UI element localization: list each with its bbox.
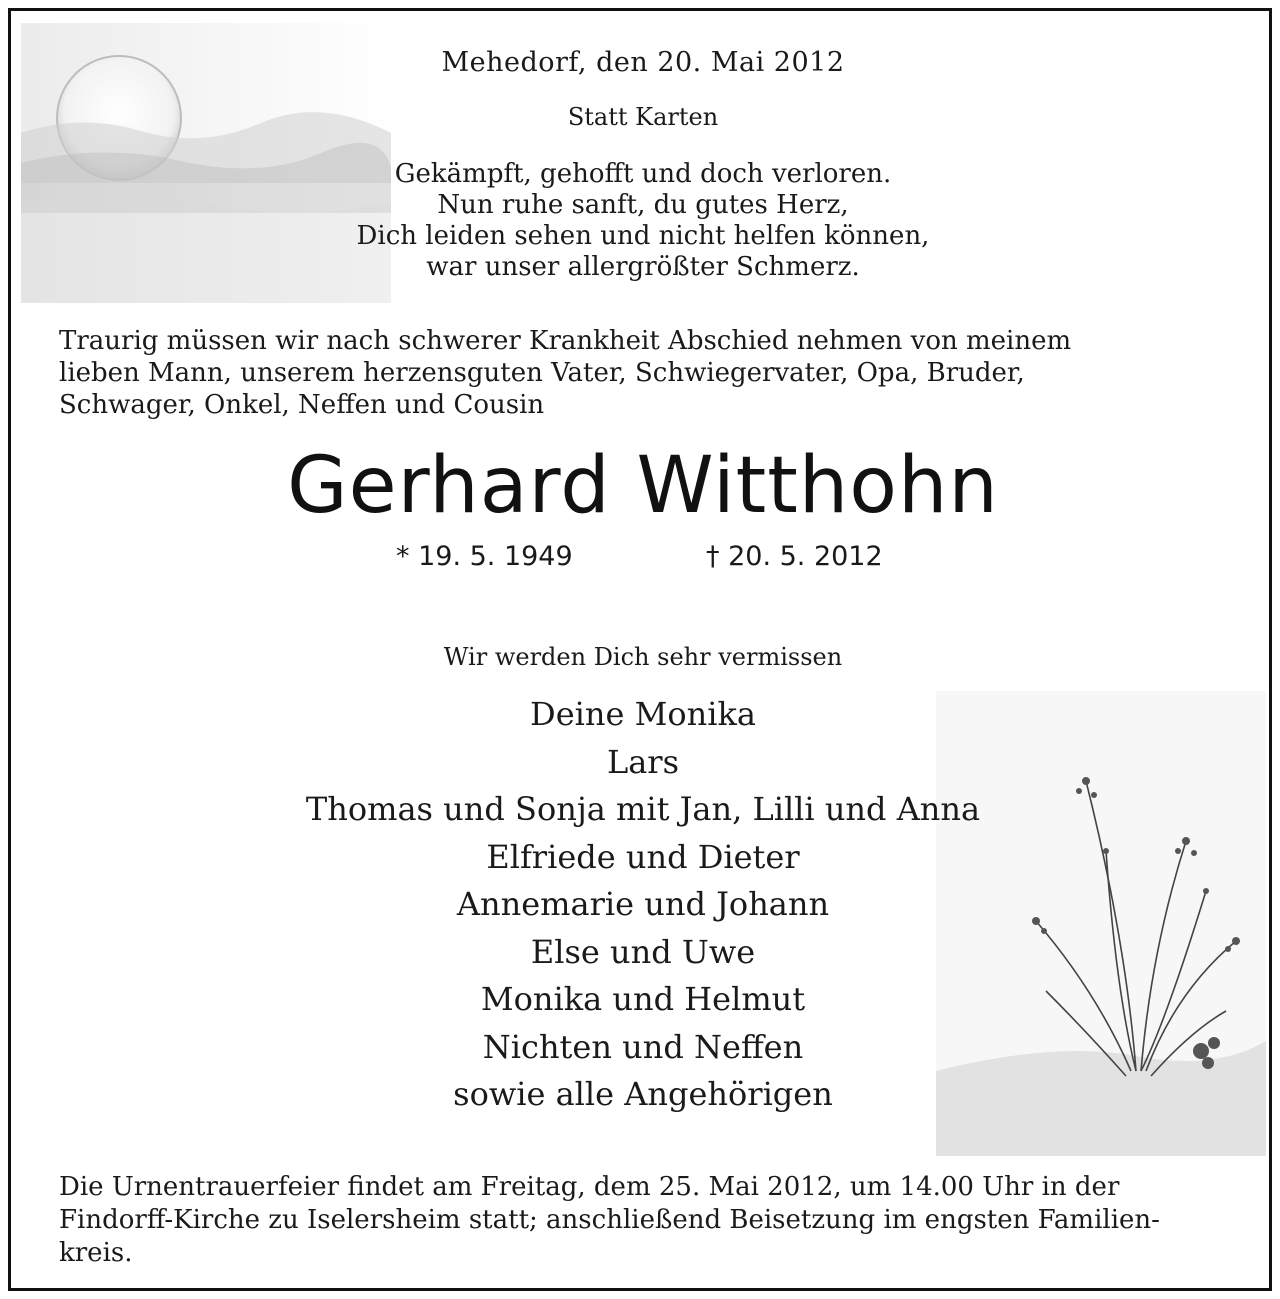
- place-date: Mehedorf, den 20. Mai 2012: [441, 47, 845, 78]
- farewell-line: Wir werden Dich sehr vermissen: [443, 643, 843, 671]
- poem: [11, 159, 1275, 283]
- family-member: Lars: [606, 742, 680, 781]
- family-member: Nichten und Neffen: [482, 1027, 804, 1066]
- birth-date: * 19. 5. 1949: [396, 541, 573, 572]
- family-list: [11, 691, 1275, 1119]
- poem-line: war unser allergrößter Schmerz.: [426, 252, 860, 282]
- poem-line: Dich leiden sehen und nicht helfen können,: [356, 221, 930, 251]
- family-member: Else und Uwe: [530, 932, 756, 971]
- funeral-notice-line: Findorff-Kirche zu Iselersheim statt; anschließend Beisetzung im engsten Familien-: [59, 1205, 1160, 1235]
- family-member: Annemarie und Johann: [456, 885, 830, 923]
- poem-line: Nun ruhe sanft, du gutes Herz,: [437, 190, 849, 220]
- intro-text: [59, 325, 1209, 421]
- intro-line: Traurig müssen wir nach schwerer Krankheit Abschied nehmen von meinem: [59, 326, 1072, 356]
- family-member: Deine Monika: [530, 695, 756, 733]
- family-member: Thomas und Sonja mit Jan, Lilli und Anna: [305, 790, 981, 828]
- funeral-notice-line: Die Urnentrauerfeier findet am Freitag, dem 25. Mai 2012, um 14.00 Uhr in der: [59, 1172, 1120, 1202]
- intro-line: Schwager, Onkel, Neffen und Cousin: [59, 390, 545, 420]
- family-member: Monika und Helmut: [480, 980, 806, 1018]
- funeral-notice-line: kreis.: [59, 1238, 133, 1268]
- family-member: Elfriede und Dieter: [486, 837, 800, 876]
- family-member: sowie alle Angehörigen: [453, 1075, 833, 1113]
- obituary-frame: [8, 8, 1272, 1291]
- intro-line: lieben Mann, unserem herzensguten Vater, Schwiegervater, Opa, Bruder,: [59, 358, 1025, 388]
- death-date: † 20. 5. 2012: [706, 541, 883, 572]
- deceased-name: Gerhard Witthohn: [287, 441, 999, 531]
- funeral-notice: [59, 1171, 1239, 1270]
- statt-karten: Statt Karten: [567, 103, 719, 131]
- poem-line: Gekämpft, gehofft und doch verloren.: [394, 159, 892, 189]
